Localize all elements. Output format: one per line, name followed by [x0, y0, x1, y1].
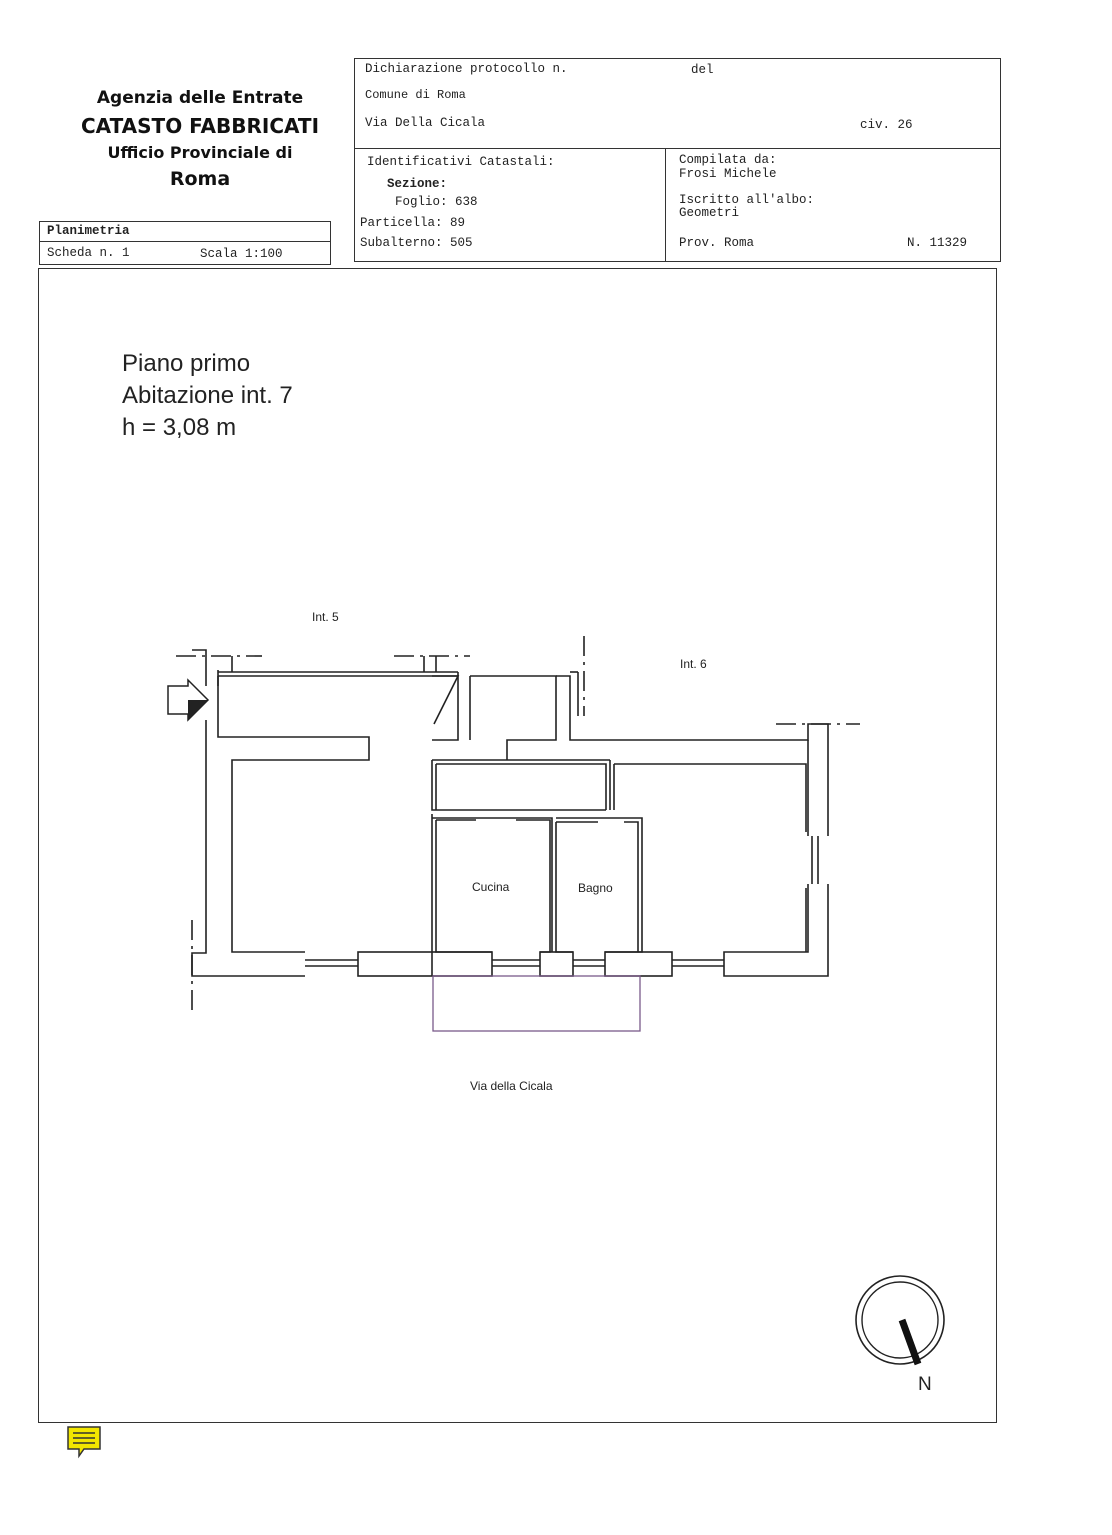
street-label: Via della Cicala — [470, 1079, 553, 1093]
compiled-label: Compilata da: — [679, 153, 777, 167]
albo-value: Geometri — [679, 206, 740, 220]
comune-text: Comune di Roma — [365, 88, 466, 102]
office-label: Ufficio Provinciale di — [107, 143, 293, 162]
office-city: Roma — [169, 168, 231, 190]
foglio-text: Foglio: 638 — [395, 195, 478, 209]
subalterno-text: Subalterno: 505 — [360, 236, 473, 250]
sezione-text: Sezione: — [387, 177, 448, 191]
note-icon[interactable] — [66, 1425, 104, 1459]
entrance-arrow-icon — [168, 680, 208, 720]
sheet-scale: Scala 1:100 — [200, 247, 283, 261]
sheet-label: Planimetria — [47, 224, 130, 238]
protocol-label: Dichiarazione protocollo n. — [365, 62, 568, 76]
floor-label: Piano primo — [122, 350, 251, 377]
albo-label: Iscritto all'albo: — [679, 193, 815, 207]
height-label: h = 3,08 m — [122, 414, 237, 441]
registration-number: N. 11329 — [907, 236, 968, 250]
province-text: Prov. Roma — [679, 236, 755, 250]
unit-label: Abitazione int. 7 — [122, 382, 293, 409]
neighbor-int5-label: Int. 5 — [312, 610, 339, 624]
civ-text: civ. 26 — [860, 118, 913, 132]
agency-name: Agenzia delle Entrate — [96, 88, 304, 108]
del-label: del — [691, 63, 714, 77]
neighbor-int6-label: Int. 6 — [680, 657, 707, 671]
particella-text: Particella: 89 — [360, 216, 466, 230]
identifiers-title: Identificativi Catastali: — [367, 155, 555, 169]
sheet-number: Scheda n. 1 — [47, 246, 130, 260]
via-text: Via Della Cicala — [365, 116, 486, 130]
compiler-name: Frosi Michele — [679, 167, 777, 181]
catasto-title: CATASTO FABBRICATI — [80, 114, 320, 138]
north-label: N — [918, 1374, 932, 1395]
room-kitchen-label: Cucina — [472, 880, 510, 894]
north-compass-icon — [852, 1272, 952, 1382]
room-bathroom-label: Bagno — [578, 881, 613, 895]
